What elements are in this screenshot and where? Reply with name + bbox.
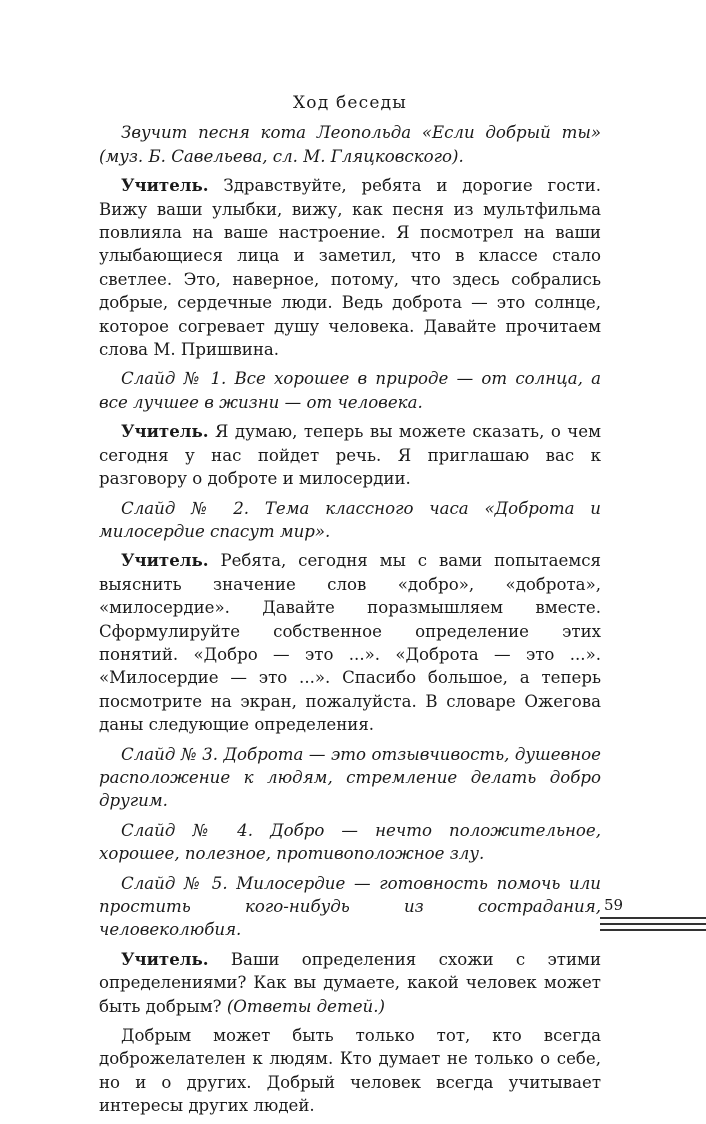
slide-text: Слайд № 3. Доброта — это отзывчивость, душевное расположение к людям, стремление делать добро другим.: [99, 744, 601, 811]
page-body: [99, 92, 601, 1124]
teacher-speech: [99, 174, 601, 361]
section-heading: Ход беседы: [292, 93, 408, 113]
slide-text: Слайд № 5. Милосердие — готовность помочь или простить кого-нибудь из сострадания, человеколюбия.: [99, 873, 601, 940]
speech-text: Ваши определения схожи с этими определениями? Как вы думаете, какой человек может быть добрым?: [99, 949, 601, 1016]
teacher-speech: [99, 549, 601, 736]
teacher-speech: [99, 948, 601, 1018]
rule-line: [600, 923, 706, 925]
slide-text: Слайд № 2. Тема классного часа «Доброта и милосердие спасут мир».: [99, 498, 601, 541]
speech-text: Здравствуйте, ребята и дорогие гости. Вижу ваши улыбки, вижу, как песня из мультфильма повлияла на ваше настроение. Я посмотрел на ваши улыбающиеся лица и заметил, что в классе стало светлее. Это, наверное, потому, что здесь собрались добрые, сердечные люди. Ведь доброта — это солнце, которое согревает душу человека. Давайте прочитаем слова М. Пришвина.: [99, 176, 601, 360]
stage-direction: [99, 121, 601, 168]
teacher-speech: [99, 420, 601, 490]
slide-text: Слайд № 1. Все хорошее в природе — от солнца, а все лучшее в жизни — от человека.: [99, 369, 601, 412]
plain-paragraph: [99, 1024, 601, 1118]
speaker-label: Учитель.: [121, 948, 209, 969]
page-number-rules: [600, 917, 706, 935]
slide-2: [99, 497, 601, 544]
slide-4: [99, 819, 601, 866]
speaker-label: Учитель.: [121, 550, 209, 571]
page-number: 59: [604, 896, 624, 914]
slide-5: [99, 872, 601, 942]
answer-note: (Ответы детей.): [226, 996, 385, 1016]
speaker-label: Учитель.: [121, 175, 209, 196]
slide-3: [99, 743, 601, 813]
slide-text: Слайд № 4. Добро — нечто положительное, хорошее, полезное, противоположное злу.: [99, 820, 601, 864]
speaker-label: Учитель.: [121, 421, 209, 442]
stage-direction-text: Звучит песня кота Леопольда «Если добрый ты» (муз. Б. Савельева, сл. М. Гляцковского).: [99, 123, 601, 166]
speech-text: Я думаю, теперь вы можете сказать, о чем сегодня у нас пойдет речь. Я приглашаю вас к разговору о доброте и милосердии.: [99, 422, 601, 489]
rule-line: [600, 917, 706, 919]
paragraph-text: Добрым может быть только тот, кто всегда доброжелателен к людям. Кто думает не только о себе, но и о других. Добрый человек всегда учитывает интересы других людей.: [99, 1026, 601, 1116]
speech-text: Ребята, сегодня мы с вами попытаемся выяснить значение слов «добро», «доброта», «милосердие». Давайте поразмышляем вместе. Сформулируйте собственное определение этих понятий. «Добро — это ...». «Доброта — это ...». «Милосердие — это ...». Спасибо большое, а теперь посмотрите на экран, пожалуйста. В словаре Ожегова даны следующие определения.: [99, 551, 601, 735]
rule-line: [600, 929, 706, 931]
slide-1: [99, 367, 601, 414]
